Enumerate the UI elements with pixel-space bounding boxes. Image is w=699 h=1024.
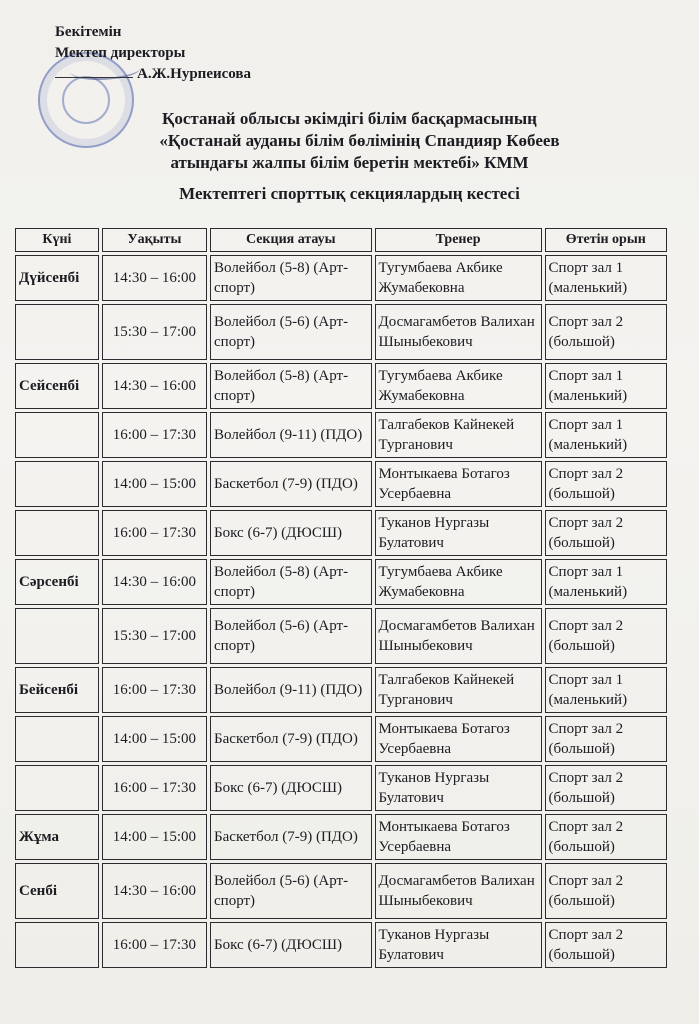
- coach-cell: Досмагамбетов Валихан Шыныбекович: [375, 304, 542, 360]
- time-cell: 14:30 – 16:00: [102, 363, 207, 409]
- table-row: [15, 863, 667, 919]
- column-header-place: Өтетін орын: [545, 228, 667, 252]
- day-cell: [15, 716, 99, 762]
- coach-cell: Тугумбаева Акбике Жумабековна: [375, 363, 542, 409]
- table-row: [15, 363, 667, 409]
- approval-label: Бекітемін: [55, 24, 122, 40]
- coach-cell: Тугумбаева Акбике Жумабековна: [375, 559, 542, 605]
- table-row: [15, 255, 667, 301]
- coach-cell: Тугумбаева Акбике Жумабековна: [375, 255, 542, 301]
- place-cell: Спорт зал 2 (большой): [545, 461, 667, 507]
- table-row: [15, 510, 667, 556]
- day-cell: [15, 510, 99, 556]
- time-cell: 16:00 – 17:30: [102, 510, 207, 556]
- section-cell: Волейбол (5-8) (Арт-спорт): [210, 363, 372, 409]
- section-cell: Волейбол (9-11) (ПДО): [210, 412, 372, 458]
- section-cell: Баскетбол (7-9) (ПДО): [210, 716, 372, 762]
- place-cell: Спорт зал 2 (большой): [545, 608, 667, 664]
- section-cell: Волейбол (5-8) (Арт-спорт): [210, 255, 372, 301]
- coach-cell: Монтыкаева Ботагоз Усербаевна: [375, 814, 542, 860]
- column-header-day: Күні: [15, 228, 99, 252]
- place-cell: Спорт зал 1 (маленький): [545, 412, 667, 458]
- time-cell: 15:30 – 17:00: [102, 608, 207, 664]
- time-cell: 14:00 – 15:00: [102, 814, 207, 860]
- section-cell: Бокс (6-7) (ДЮСШ): [210, 510, 372, 556]
- section-cell: Волейбол (5-6) (Арт-спорт): [210, 863, 372, 919]
- coach-cell: Монтыкаева Ботагоз Усербаевна: [375, 461, 542, 507]
- section-cell: Бокс (6-7) (ДЮСШ): [210, 765, 372, 811]
- time-cell: 16:00 – 17:30: [102, 765, 207, 811]
- place-cell: Спорт зал 2 (большой): [545, 304, 667, 360]
- table-row: [15, 304, 667, 360]
- table-row: [15, 765, 667, 811]
- table-header-row: [15, 228, 667, 252]
- header-line-3: атындағы жалпы білім беретін мектебі» КММ: [170, 153, 529, 172]
- document-title: Мектептегі спорттық секциялардың кестесі: [179, 184, 520, 203]
- time-cell: 14:00 – 15:00: [102, 716, 207, 762]
- column-header-coach: Тренер: [375, 228, 542, 252]
- day-cell: [15, 412, 99, 458]
- approval-block: [55, 22, 251, 85]
- table-row: [15, 608, 667, 664]
- day-cell: Сенбі: [15, 863, 99, 919]
- section-cell: Баскетбол (7-9) (ПДО): [210, 814, 372, 860]
- table-row: [15, 559, 667, 605]
- header-line-2: «Қостанай ауданы білім бөлімінің Спандияр Көбеев: [159, 131, 560, 150]
- table-row: [15, 667, 667, 713]
- time-cell: 16:00 – 17:30: [102, 412, 207, 458]
- table-row: [15, 922, 667, 968]
- day-cell: Сәрсенбі: [15, 559, 99, 605]
- table-row: [15, 461, 667, 507]
- place-cell: Спорт зал 2 (большой): [545, 765, 667, 811]
- day-cell: [15, 765, 99, 811]
- coach-cell: Досмагамбетов Валихан Шыныбекович: [375, 863, 542, 919]
- coach-cell: Талгабеков Кайнекей Турганович: [375, 667, 542, 713]
- time-cell: 16:00 – 17:30: [102, 667, 207, 713]
- table-row: [15, 814, 667, 860]
- place-cell: Спорт зал 1 (маленький): [545, 559, 667, 605]
- section-cell: Баскетбол (7-9) (ПДО): [210, 461, 372, 507]
- header-line-1: Қостанай облысы әкімдігі білім басқармасының: [162, 109, 537, 128]
- section-cell: Волейбол (5-6) (Арт-спорт): [210, 304, 372, 360]
- time-cell: 14:30 – 16:00: [102, 863, 207, 919]
- section-cell: Волейбол (5-8) (Арт-спорт): [210, 559, 372, 605]
- place-cell: Спорт зал 2 (большой): [545, 814, 667, 860]
- table-row: [15, 716, 667, 762]
- day-cell: Дүйсенбі: [15, 255, 99, 301]
- day-cell: [15, 461, 99, 507]
- place-cell: Спорт зал 2 (большой): [545, 510, 667, 556]
- time-cell: 14:00 – 15:00: [102, 461, 207, 507]
- column-header-time: Уақыты: [102, 228, 207, 252]
- time-cell: 14:30 – 16:00: [102, 559, 207, 605]
- section-cell: Волейбол (5-6) (Арт-спорт): [210, 608, 372, 664]
- place-cell: Спорт зал 1 (маленький): [545, 363, 667, 409]
- place-cell: Спорт зал 2 (большой): [545, 863, 667, 919]
- place-cell: Спорт зал 1 (маленький): [545, 667, 667, 713]
- coach-cell: Туканов Нургазы Булатович: [375, 922, 542, 968]
- coach-cell: Туканов Нургазы Булатович: [375, 510, 542, 556]
- day-cell: Сейсенбі: [15, 363, 99, 409]
- day-cell: [15, 922, 99, 968]
- coach-cell: Монтыкаева Ботагоз Усербаевна: [375, 716, 542, 762]
- table-row: [15, 412, 667, 458]
- column-header-section: Секция атауы: [210, 228, 372, 252]
- time-cell: 15:30 – 17:00: [102, 304, 207, 360]
- schedule-table: [12, 225, 670, 971]
- coach-cell: Досмагамбетов Валихан Шыныбекович: [375, 608, 542, 664]
- section-cell: Бокс (6-7) (ДЮСШ): [210, 922, 372, 968]
- coach-cell: Туканов Нургазы Булатович: [375, 765, 542, 811]
- signature-line: [55, 77, 133, 78]
- approval-position: Мектеп директоры: [55, 45, 186, 61]
- place-cell: Спорт зал 2 (большой): [545, 716, 667, 762]
- place-cell: Спорт зал 1 (маленький): [545, 255, 667, 301]
- section-cell: Волейбол (9-11) (ПДО): [210, 667, 372, 713]
- coach-cell: Талгабеков Кайнекей Турганович: [375, 412, 542, 458]
- director-name: А.Ж.Нурпеисова: [137, 66, 252, 82]
- place-cell: Спорт зал 2 (большой): [545, 922, 667, 968]
- day-cell: [15, 608, 99, 664]
- day-cell: Бейсенбі: [15, 667, 99, 713]
- day-cell: [15, 304, 99, 360]
- time-cell: 14:30 – 16:00: [102, 255, 207, 301]
- time-cell: 16:00 – 17:30: [102, 922, 207, 968]
- day-cell: Жұма: [15, 814, 99, 860]
